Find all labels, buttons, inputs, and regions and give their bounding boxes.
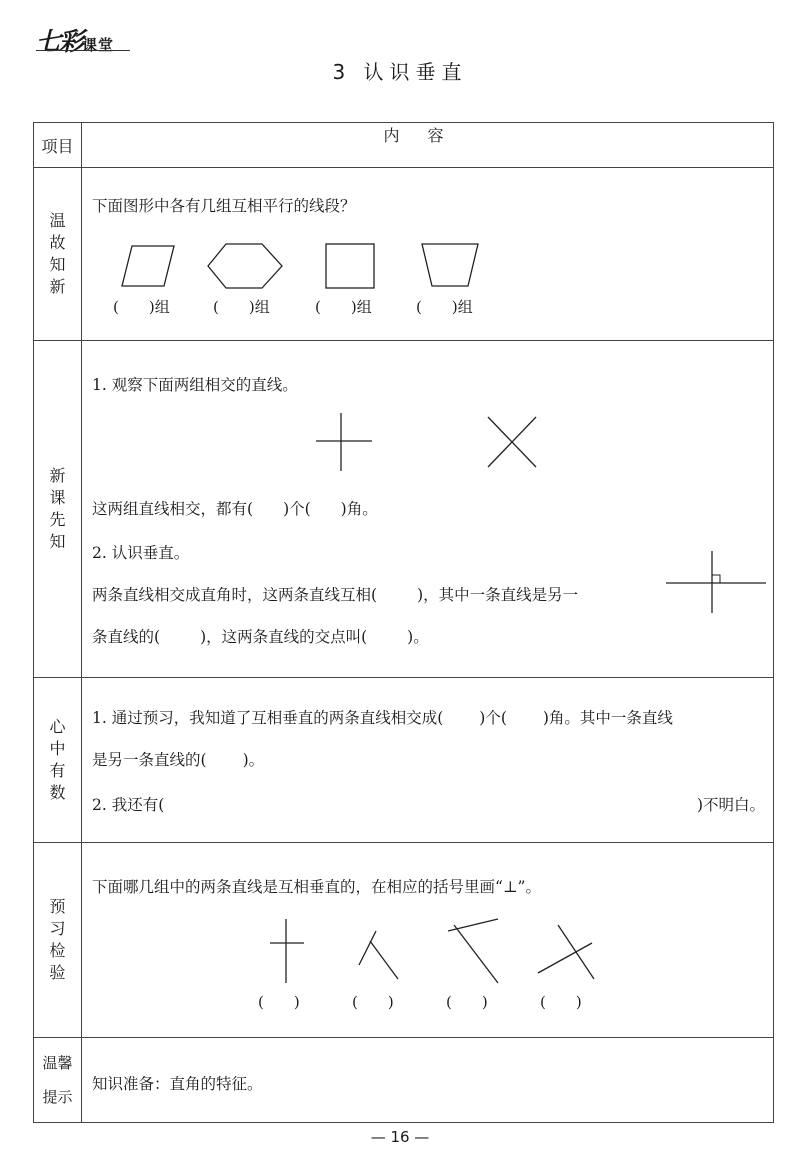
item1-title: 1. 观察下面两组相交的直线。 xyxy=(92,376,298,394)
section-label-tip-1: 温馨 xyxy=(42,1054,73,1072)
section-tip xyxy=(34,1038,774,1123)
section-check xyxy=(34,843,774,1038)
logo-sub: 课堂 xyxy=(82,36,115,54)
check-question: 下面哪几组中的两条直线是互相垂直的，在相应的括号里画“⊥”。 xyxy=(92,878,541,896)
section-review xyxy=(34,168,774,341)
tip-text: 知识准备：直角的特征。 xyxy=(92,1075,263,1093)
fig2-line-a xyxy=(359,931,376,965)
section-label-tip-2: 提示 xyxy=(42,1088,73,1106)
perpendicular-symbol: ⊥ xyxy=(502,878,518,896)
review-answer-3: ( )组 xyxy=(315,298,372,316)
item2-title: 2. 认识垂直。 xyxy=(92,544,190,562)
reflection-line3-end: )不明白。 xyxy=(696,796,765,814)
fig3-line-a xyxy=(448,919,498,931)
parallelogram-icon xyxy=(122,246,174,286)
section-new-lesson xyxy=(34,341,774,678)
section-label-review: 温故知新 xyxy=(49,211,66,296)
review-shapes xyxy=(110,240,550,294)
logo-main: 七彩 xyxy=(36,27,83,56)
page-number: — 16 — xyxy=(370,1128,430,1146)
table-header-row xyxy=(34,123,774,168)
section-reflection xyxy=(34,678,774,843)
item2-line2: 条直线的( )，这两条直线的交点叫( )。 xyxy=(92,628,429,646)
review-answer-4: ( )组 xyxy=(416,298,473,316)
review-question: 下面图形中各有几组互相平行的线段？ xyxy=(92,197,356,215)
fig4-line-b xyxy=(558,925,594,979)
section-label-check: 预习检验 xyxy=(49,897,66,982)
reflection-line2: 是另一条直线的( )。 xyxy=(92,751,265,769)
check-figures xyxy=(262,917,602,989)
item1-fill: 这两组直线相交，都有( )个( )角。 xyxy=(92,500,378,518)
trapezoid-icon xyxy=(422,244,478,286)
lesson-table xyxy=(33,122,774,1123)
fig3-line-b xyxy=(454,925,498,983)
reflection-line1: 1. 通过预习，我知道了互相垂直的两条直线相交成( )个( )角。其中一条直线 xyxy=(92,709,673,727)
fig2-line-b xyxy=(370,941,398,979)
intersecting-lines-figure xyxy=(308,409,548,473)
perpendicular-figure xyxy=(662,549,772,615)
check-answer-4: ( ) xyxy=(540,993,582,1011)
section-label-reflection: 心中有数 xyxy=(49,717,66,802)
brand-logo xyxy=(36,22,114,58)
square-icon xyxy=(326,244,374,288)
column-header-item: 项目 xyxy=(34,123,82,168)
column-header-content: 内容 xyxy=(82,123,774,168)
fig4-line-a xyxy=(538,943,592,973)
item2-line1: 两条直线相交成直角时，这两条直线互相( )，其中一条直线是另一 xyxy=(92,586,579,604)
section-label-new-lesson: 新课先知 xyxy=(49,466,66,551)
check-answer-2: ( ) xyxy=(352,993,394,1011)
logo-underline xyxy=(36,50,130,51)
check-answer-3: ( ) xyxy=(446,993,488,1011)
right-angle-mark-icon xyxy=(712,575,720,583)
hexagon-icon xyxy=(208,244,282,288)
reflection-line3-start: 2. 我还有( xyxy=(92,796,165,814)
review-answer-2: ( )组 xyxy=(213,298,270,316)
review-answer-1: ( )组 xyxy=(113,298,170,316)
page-title: 3 认识垂直 xyxy=(332,60,468,84)
check-answer-1: ( ) xyxy=(258,993,300,1011)
